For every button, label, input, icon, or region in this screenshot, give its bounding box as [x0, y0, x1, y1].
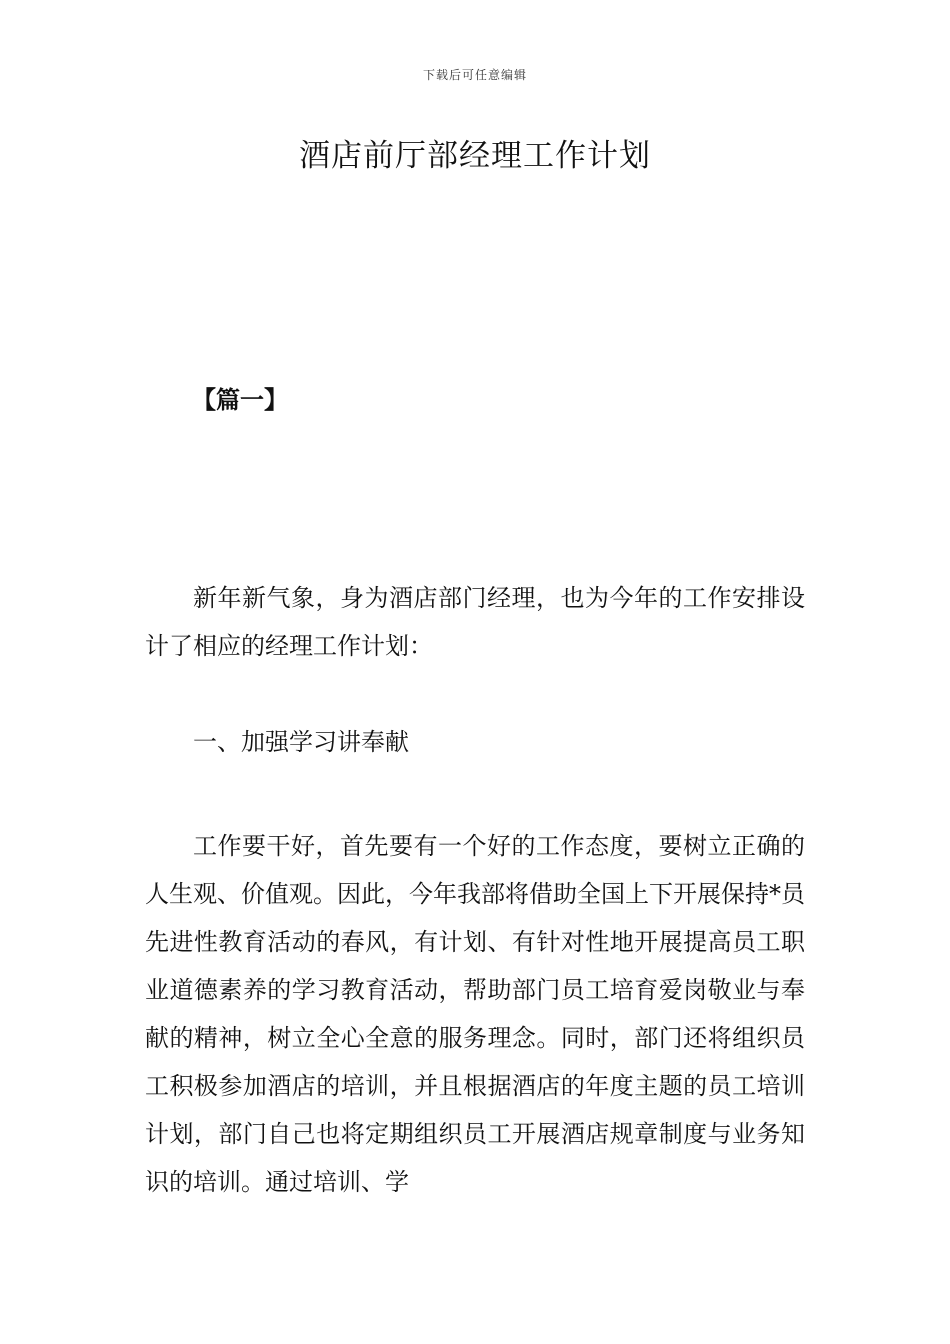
intro-paragraph: 新年新气象，身为酒店部门经理，也为今年的工作安排设计了相应的经理工作计划：	[145, 584, 805, 660]
section-heading: 一、加强学习讲奉献	[193, 728, 409, 756]
section-tag: 【篇一】	[192, 385, 288, 414]
header-note: 下载后可任意编辑	[422, 68, 527, 82]
document-title: 酒店前厅部经理工作计划	[299, 138, 651, 174]
body-paragraph: 工作要干好，首先要有一个好的工作态度，要树立正确的人生观、价值观。因此，今年我部将借助全国上下开展保持*员先进性教育活动的春风，有计划、有针对性地开展提高员工职业道德素养的学习教育活动，帮助部门员工培育爱岗敬业与奉献的精神，树立全心全意的服务理念。同时，部门还将组织员工积极参加酒店的培训，并且根据酒店的年度主题的员工培训计划，部门自己也将定期组织员工开展酒店规章制度与业务知识的培训。通过培训、学	[145, 832, 805, 1196]
